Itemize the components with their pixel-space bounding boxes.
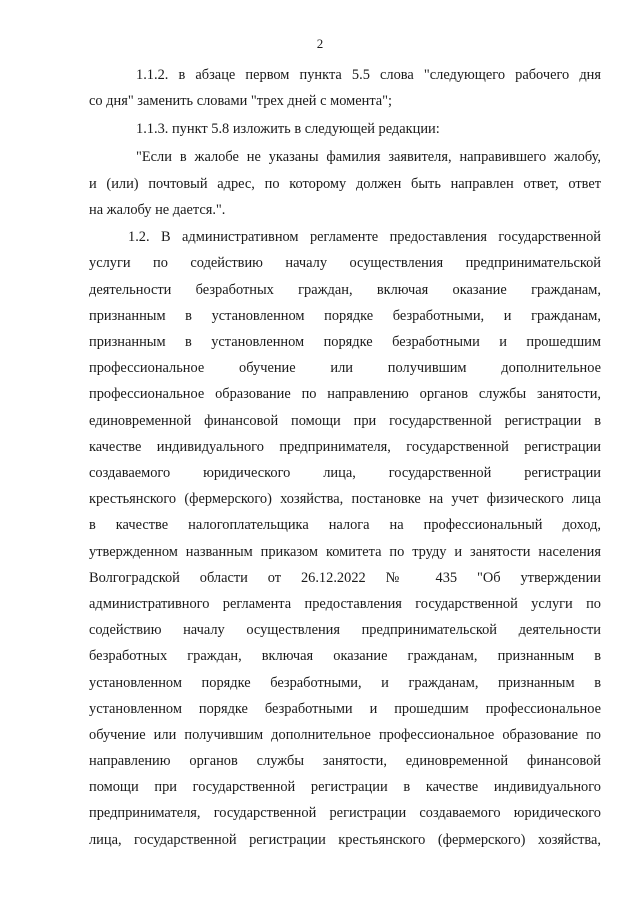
text-line: в качестве налогоплательщика налога на профессиональный доход,: [89, 517, 601, 533]
text-line: предпринимателя, государственной регистрации создаваемого юридического: [89, 805, 601, 821]
text-line: установленном порядке безработными, и гражданам, признанным в: [89, 675, 601, 691]
text-line: на жалобу не дается.".: [89, 202, 226, 218]
text-line: содействию началу осуществления предпринимательской деятельности: [89, 622, 601, 638]
text-line: Волгоградской области от 26.12.2022 № 435 "Об утверждении: [89, 570, 601, 586]
text-line: помощи при государственной регистрации в качестве индивидуального: [89, 779, 601, 795]
text-line: 1.1.3. пункт 5.8 изложить в следующей редакции:: [136, 121, 440, 137]
text-line: 1.1.2. в абзаце первом пункта 5.5 слова "следующего рабочего дня: [136, 67, 601, 83]
text-line: и (или) почтовый адрес, по которому должен быть направлен ответ, ответ: [89, 176, 601, 192]
text-line: со дня" заменить словами "трех дней с момента";: [89, 93, 393, 109]
text-line: создаваемого юридического лица, государственной регистрации: [89, 465, 601, 481]
text-line: безработных граждан, включая оказание гражданам, признанным в: [89, 648, 601, 664]
page-number: 2: [316, 36, 324, 51]
text-line: признанным в установленном порядке безработными и прошедшим: [89, 334, 601, 350]
text-line: установленном порядке безработными и прошедшим профессиональное: [89, 701, 601, 717]
text-line: обучение или получившим дополнительное профессиональное образование по: [89, 727, 601, 743]
text-line: деятельности безработных граждан, включая оказание гражданам,: [89, 282, 601, 298]
text-line: услуги по содействию началу осуществления предпринимательской: [89, 255, 601, 271]
text-line: лица, государственной регистрации крестьянского (фермерского) хозяйства,: [89, 832, 601, 848]
text-line: профессиональное образование по направлению органов службы занятости,: [89, 386, 601, 402]
text-line: крестьянского (фермерского) хозяйства, постановке на учет физического лица: [89, 491, 601, 507]
text-line: административного регламента предоставления государственной услуги по: [89, 596, 601, 612]
text-line: качестве индивидуального предпринимателя, государственной регистрации: [89, 439, 601, 455]
text-line: 1.2. В административном регламенте предоставления государственной: [128, 229, 601, 245]
text-line: профессиональное обучение или получившим дополнительное: [89, 360, 601, 376]
text-line: единовременной финансовой помощи при государственной регистрации в: [89, 413, 601, 429]
text-line: направлению органов службы занятости, единовременной финансовой: [89, 753, 601, 769]
text-line: "Если в жалобе не указаны фамилия заявителя, направившего жалобу,: [136, 149, 601, 165]
text-line: признанным в установленном порядке безработными, и гражданам,: [89, 308, 601, 324]
text-line: утвержденном названным приказом комитета по труду и занятости населения: [89, 544, 601, 560]
